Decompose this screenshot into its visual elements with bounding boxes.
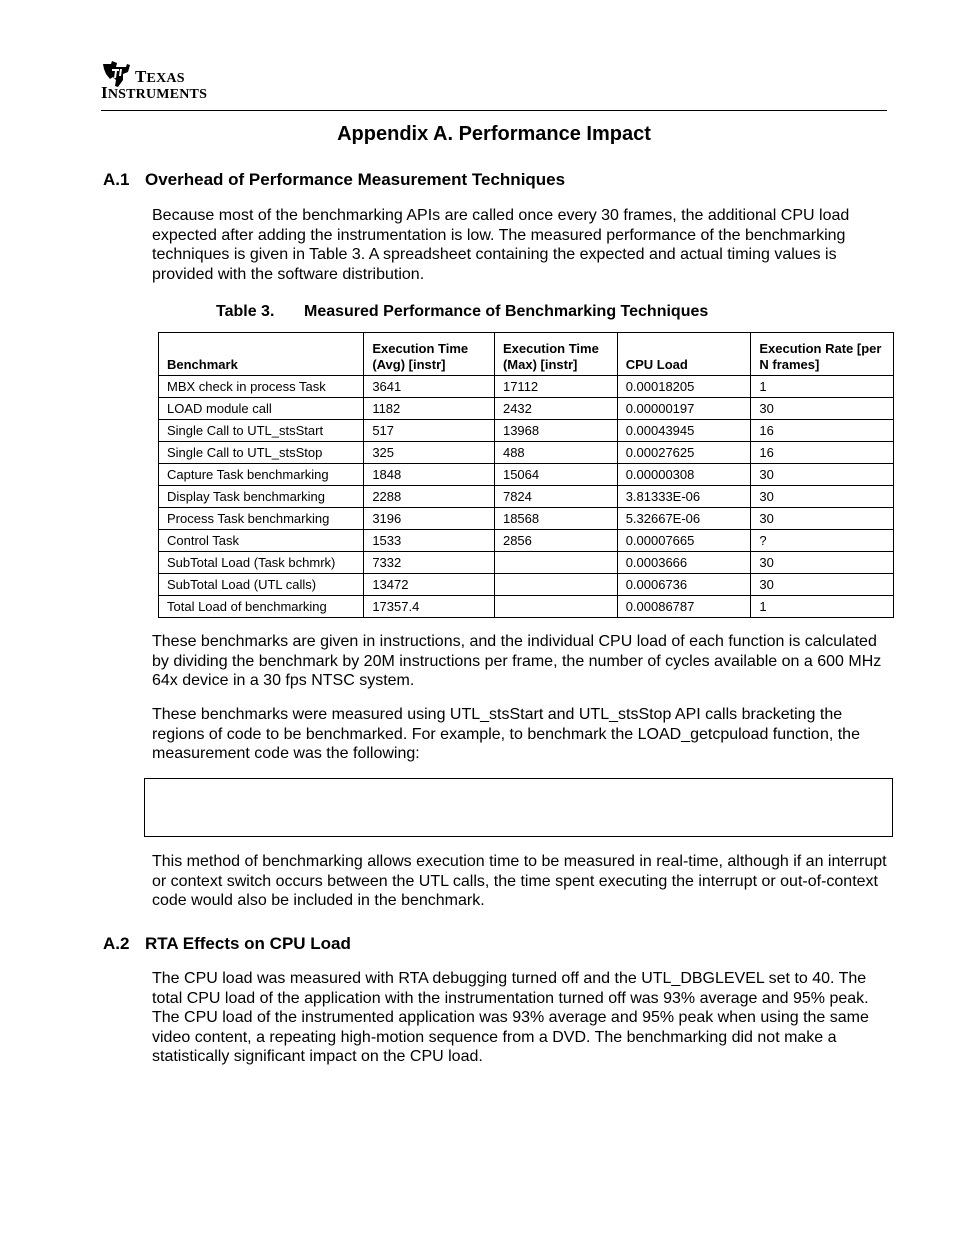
table-cell: 1 [751, 376, 894, 398]
table-cell: 0.00000308 [617, 464, 751, 486]
header-rule [101, 110, 887, 111]
table-cell: SubTotal Load (Task bchmrk) [159, 552, 364, 574]
section-a1-paragraph-1: Because most of the benchmarking APIs are called once every 30 frames, the additional CPU load expected after adding the instrumentation is low. The measured performance of the benchmarking techniques is given in Table 3. A spreadsheet containing the expected and actual timing values is provided with the software distribution. [152, 207, 850, 283]
table-cell: 1848 [364, 464, 495, 486]
section-a2-title: RTA Effects on CPU Load [145, 934, 351, 953]
table-cell: 488 [494, 442, 617, 464]
table-cell: 17112 [494, 376, 617, 398]
table-cell: 517 [364, 420, 495, 442]
table-row [159, 464, 894, 486]
table-cell: Single Call to UTL_stsStart [159, 420, 364, 442]
table-cell: 15064 [494, 464, 617, 486]
table-cell: 16 [751, 420, 894, 442]
table-cell: Capture Task benchmarking [159, 464, 364, 486]
section-a2-number: A.2 [103, 934, 130, 953]
section-a1-paragraph-3: These benchmarks were measured using UTL_stsStart and UTL_stsStop API calls bracketing the regions of code to be benchmarked. For example, to benchmark the LOAD_getcpuload function, the measurement code was the following: [152, 706, 860, 763]
table-cell: SubTotal Load (UTL calls) [159, 574, 364, 596]
table-cell: 18568 [494, 508, 617, 530]
table-row [159, 508, 894, 530]
table-row [159, 574, 894, 596]
table-row [159, 530, 894, 552]
table-cell: 17357.4 [364, 596, 495, 618]
table-cell: 1182 [364, 398, 495, 420]
section-a1-heading [103, 169, 565, 191]
table-row [159, 376, 894, 398]
section-a1-paragraph-2: These benchmarks are given in instructions, and the individual CPU load of each function is calculated by dividing the benchmark by 20M instructions per frame, the number of cycles available on a 600 MHz 64x device in a 30 fps NTSC system. [152, 633, 882, 690]
ti-logo [101, 60, 231, 102]
table-cell: 325 [364, 442, 495, 464]
table-row [159, 442, 894, 464]
table-cell: 30 [751, 508, 894, 530]
table-cell: 5.32667E-06 [617, 508, 751, 530]
table-cell [494, 596, 617, 618]
code-listing-box [144, 778, 893, 837]
page-title: Appendix A. Performance Impact [337, 123, 651, 145]
table-cell: 3641 [364, 376, 495, 398]
table-cell: 13472 [364, 574, 495, 596]
table-cell: 30 [751, 486, 894, 508]
table-cell: 0.00086787 [617, 596, 751, 618]
table-cell: ? [751, 530, 894, 552]
table-caption [216, 302, 708, 322]
table-cell: 30 [751, 552, 894, 574]
table-cell: 30 [751, 574, 894, 596]
table-cell: LOAD module call [159, 398, 364, 420]
table-cell: 0.00000197 [617, 398, 751, 420]
table-cell: 3196 [364, 508, 495, 530]
section-a1-title: Overhead of Performance Measurement Techniques [145, 170, 566, 189]
table-cell: 7824 [494, 486, 617, 508]
table-row [159, 486, 894, 508]
table-cell: 0.00007665 [617, 530, 751, 552]
table-row [159, 552, 894, 574]
table-row [159, 420, 894, 442]
table-cell: 1533 [364, 530, 495, 552]
logo-line-1: TEXAS [135, 67, 185, 86]
table-cell: Display Task benchmarking [159, 486, 364, 508]
table-cell: 0.0006736 [617, 574, 751, 596]
section-a1-number: A.1 [103, 170, 130, 189]
table-cell [494, 574, 617, 596]
table-cell: 13968 [494, 420, 617, 442]
table-cell: 3.81333E-06 [617, 486, 751, 508]
table-cell: 1 [751, 596, 894, 618]
section-a1-paragraph-4: This method of benchmarking allows execution time to be measured in real-time, although if an interrupt or context switch occurs between the UTL calls, the time spent executing the interrupt or out-of-context code would also be included in the benchmark. [152, 853, 887, 910]
table-cell: 2856 [494, 530, 617, 552]
table-cell: 7332 [364, 552, 495, 574]
table-cell: 2432 [494, 398, 617, 420]
table-cell: 30 [751, 464, 894, 486]
table-cell: Control Task [159, 530, 364, 552]
table-cell: 0.0003666 [617, 552, 751, 574]
table-cell: MBX check in process Task [159, 376, 364, 398]
table-cell: Process Task benchmarking [159, 508, 364, 530]
table-caption-number: Table 3. [216, 303, 275, 320]
table-cell: 0.00043945 [617, 420, 751, 442]
table-caption-title: Measured Performance of Benchmarking Techniques [304, 303, 709, 320]
table-cell: 0.00018205 [617, 376, 751, 398]
table-header-cell: Execution Time (Max) [instr] [494, 333, 617, 376]
benchmark-table [158, 332, 894, 618]
section-a2-heading [103, 933, 351, 955]
table-cell: 16 [751, 442, 894, 464]
logo-line-2: INSTRUMENTS [101, 83, 208, 102]
table-row [159, 398, 894, 420]
table-cell: 30 [751, 398, 894, 420]
table-cell: Total Load of benchmarking [159, 596, 364, 618]
table-header-cell: Benchmark [159, 333, 364, 376]
table-header-cell: CPU Load [617, 333, 751, 376]
table-cell: Single Call to UTL_stsStop [159, 442, 364, 464]
table-header-cell: Execution Time (Avg) [instr] [364, 333, 495, 376]
table-cell: 2288 [364, 486, 495, 508]
table-row [159, 596, 894, 618]
table-header-cell: Execution Rate [per N frames] [751, 333, 894, 376]
table-body [159, 376, 894, 618]
table-cell [494, 552, 617, 574]
table-cell: 0.00027625 [617, 442, 751, 464]
section-a2-paragraph-1: The CPU load was measured with RTA debugging turned off and the UTL_DBGLEVEL set to 40. The total CPU load of the application with the instrumentation turned off was 93% average and 95% peak. The CPU load of the instrumented application was 93% average and 95% peak when using the same video content, a repeating high-motion sequence from a DVD. The benchmarking did not make a statistically significant impact on the CPU load. [152, 970, 869, 1066]
table-header-row [159, 333, 894, 376]
